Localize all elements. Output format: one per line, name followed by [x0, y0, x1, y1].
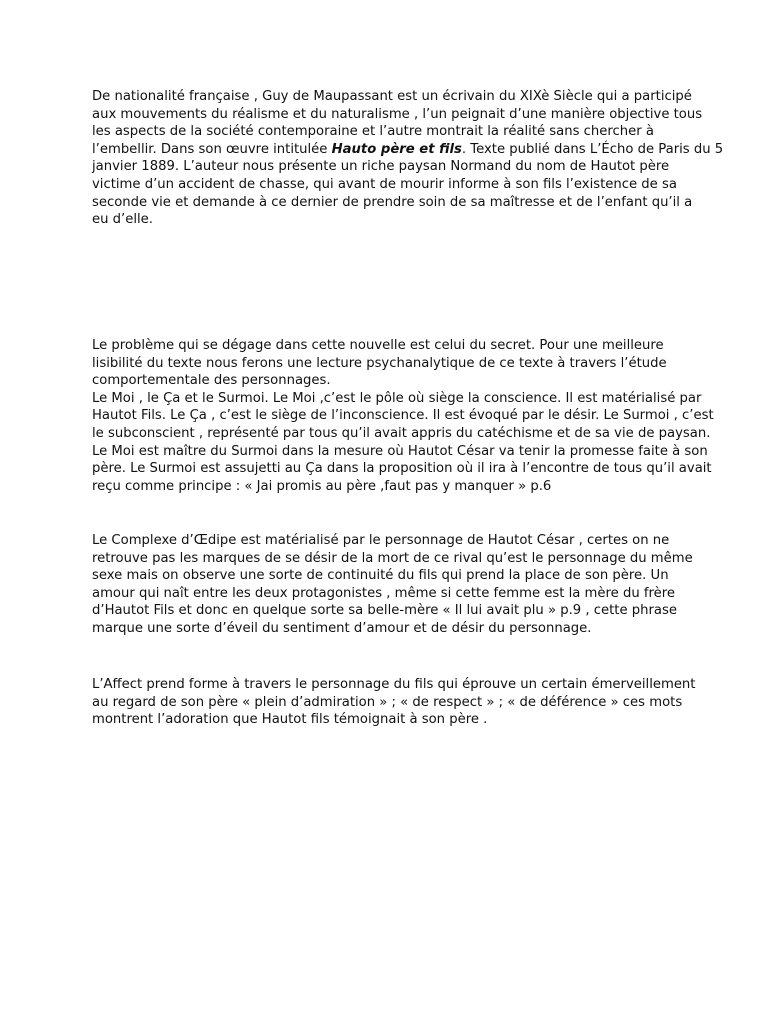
- text-line: L’Affect prend forme à travers le personnage du fils qui éprouve un certain émerveillement: [92, 677, 696, 692]
- paragraph-secret: [92, 337, 714, 495]
- text-segment: . Texte publié dans L’Écho de Paris du 5: [461, 141, 724, 157]
- text-line: seconde vie et demande à ce dernier de prendre soin de sa maîtresse et de l’enfant qu’il a: [92, 194, 693, 210]
- paragraph-oedipe: [92, 532, 693, 638]
- text-line: janvier 1889. L’auteur nous présente un riche paysan Normand du nom de Hautot père: [92, 159, 670, 175]
- text-line: [92, 141, 724, 159]
- text-line: Hautot Fils. Le Ça , c’est le siège de l’inconscience. Il est évoqué par le désir. Le Surmoi , c’est: [92, 408, 714, 424]
- text-line: père. Le Surmoi est assujetti au Ça dans la proposition où il ira à l’encontre de tous qu’il avait: [92, 461, 712, 477]
- text-line: reçu comme principe : « Jai promis au père ,faut pas y manquer » p.6: [92, 478, 552, 494]
- text-line: sexe mais on observe une sorte de continuité du fils qui prend la place de son père. Un: [92, 568, 669, 584]
- text-segment: l’embellir. Dans son œuvre intitulée: [92, 141, 332, 157]
- work-title: Hauto père et fils: [331, 141, 462, 157]
- text-line: lisibilité du texte nous ferons une lecture psychanalytique de ce texte à travers l’étude: [92, 355, 667, 371]
- text-line: eu d’elle.: [92, 212, 153, 228]
- text-line: d’Hautot Fils et donc en quelque sorte sa belle-mère « Il lui avait plu » p.9 , cette phrase: [92, 603, 677, 619]
- text-line: amour qui naît entre les deux protagonistes , même si cette femme est la mère du frère: [92, 585, 675, 601]
- text-line: Le problème qui se dégage dans cette nouvelle est celui du secret. Pour une meilleure: [92, 338, 664, 353]
- paragraph-affect: [92, 676, 696, 729]
- text-line: Le Moi , le Ça et le Surmoi. Le Moi ,c’est le pôle où siège la conscience. Il est matérialisé par: [92, 390, 702, 406]
- text-line: marque une sorte d’éveil du sentiment d’amour et de désir du personnage.: [92, 620, 592, 636]
- text-line: retrouve pas les marques de se désir de la mort de ce rival qu’est le personnage du même: [92, 550, 693, 566]
- text-line: comportementale des personnages.: [92, 373, 331, 389]
- text-line: De nationalité française , Guy de Maupassant est un écrivain du XIXè Siècle qui a participé: [92, 89, 692, 104]
- text-line: Le Moi est maître du Surmoi dans la mesure où Hautot César va tenir la promesse faite à son: [92, 443, 708, 459]
- paragraph-introduction: [92, 88, 724, 229]
- text-line: victime d’un accident de chasse, qui avant de mourir informe à son fils l’existence de sa: [92, 176, 677, 192]
- text-line: les aspects de la société contemporaine et l’autre montrait la réalité sans chercher à: [92, 124, 654, 140]
- text-line: montrent l’adoration que Hautot fils témoignait à son père .: [92, 712, 488, 728]
- text-line: au regard de son père « plein d’admiration » ; « de respect » ; « de déférence » ces mots: [92, 694, 683, 710]
- text-line: aux mouvements du réalisme et du naturalisme , l’un peignait d’une manière objective tous: [92, 106, 703, 122]
- text-line: Le Complexe d’Œdipe est matérialisé par le personnage de Hautot César , certes on ne: [92, 533, 670, 548]
- text-line: le subconscient , représenté par tous qu’il avait appris du catéchisme et de sa vie de paysan.: [92, 425, 711, 441]
